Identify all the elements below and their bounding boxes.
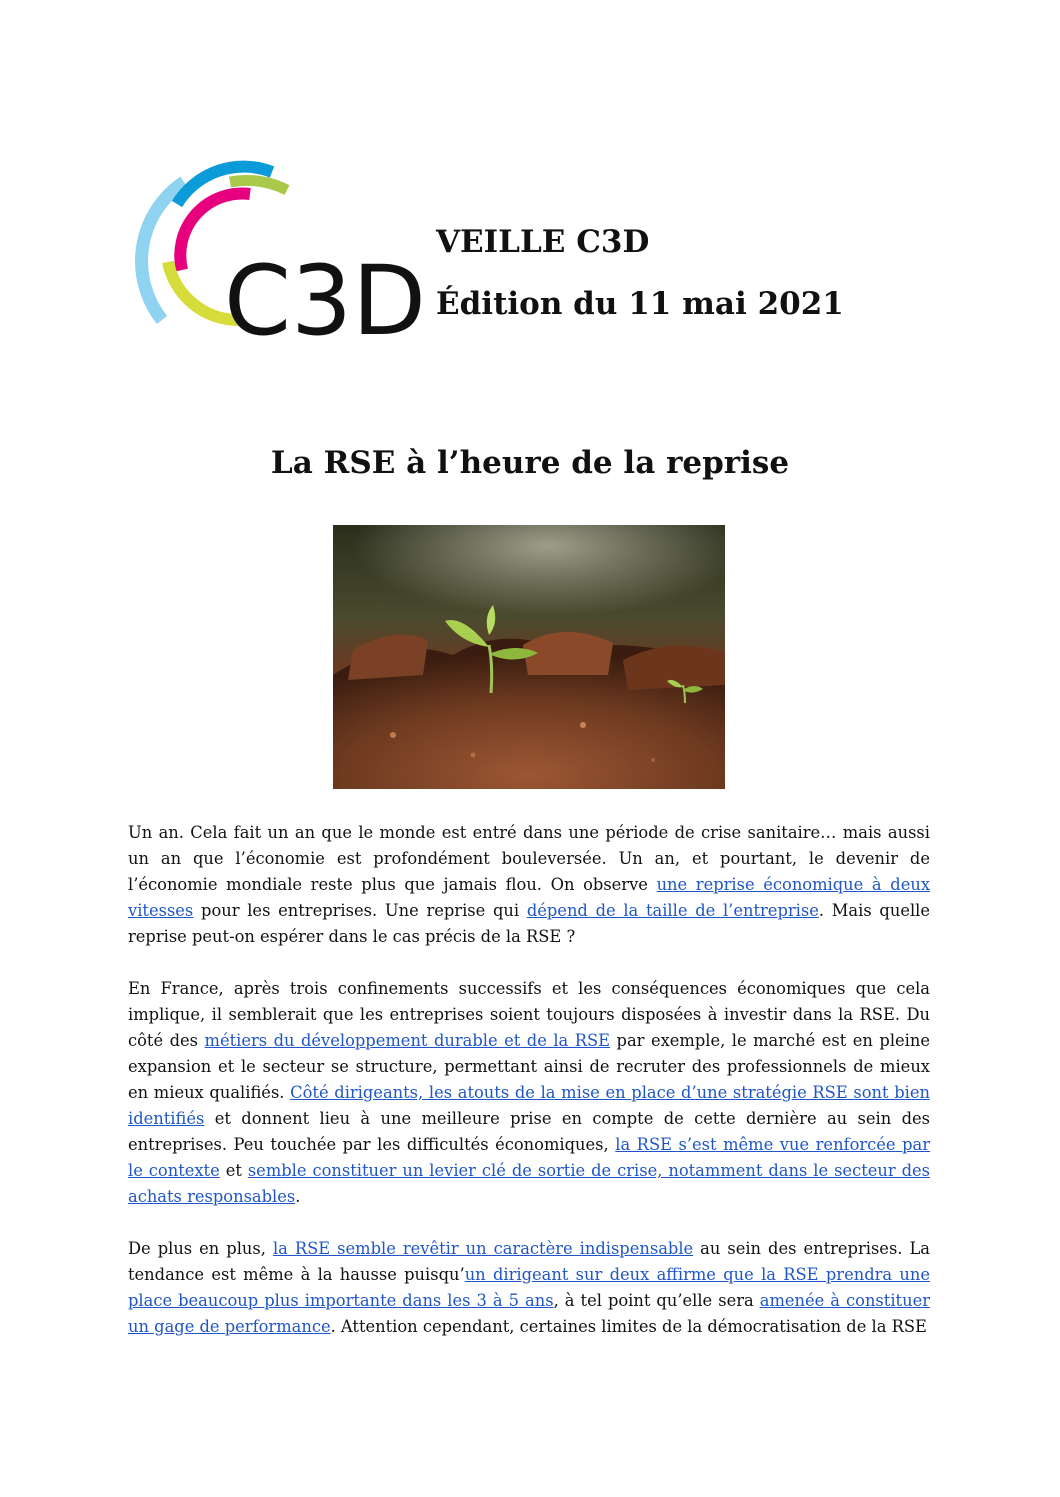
link-rse-indispensable[interactable]: la RSE semble revêtir un caractère indispensable (272, 1239, 694, 1258)
text-run: et donnent lieu à une meilleure prise en compte de cette dernière au sein des entreprises. Peu touchée par les difficultés économiques, (128, 1109, 930, 1154)
text-run: . Mais quelle reprise peut-on espérer dans le cas précis de la RSE ? (128, 901, 931, 946)
paragraph-3 (128, 1236, 930, 1340)
link-rse-renforcee[interactable]: la RSE s’est même vue renforcée par le contexte (128, 1135, 930, 1180)
logo-letters: C3D (224, 245, 427, 357)
article-body (128, 820, 930, 1366)
text-run: par exemple, le marché est en pleine expansion et le secteur se structure, permettant ainsi de recruter des professionnels de mieux en mieux qualifiés. (128, 1031, 930, 1102)
c3d-logo (132, 152, 427, 362)
text-run: et (219, 1161, 248, 1180)
text-run: pour les entreprises. Une reprise qui (193, 901, 527, 920)
text-run: Un an. Cela fait un an que le monde est entré dans une période de crise sanitaire… mais aussi un an que l’économie est profondément bouleversée. Un an, et pourtant, le devenir de l’économie mondiale reste plus que jamais flou. On observe (128, 823, 930, 894)
link-taille-entreprise[interactable]: dépend de la taille de l’entreprise (526, 901, 819, 920)
c3d-logo-graphic (132, 152, 427, 362)
text-run: , à tel point qu’elle sera (553, 1291, 760, 1310)
link-dirigeant-sur-deux[interactable]: un dirigeant sur deux affirme que la RSE prendra une place beaucoup plus importante dans les 3 à 5 ans (128, 1265, 931, 1310)
text-run: . (295, 1187, 301, 1206)
newsletter-title: VEILLE C3D (436, 224, 650, 260)
text-run: De plus en plus, (128, 1239, 273, 1258)
link-metiers-rse[interactable]: métiers du développement durable et de la RSE (204, 1031, 611, 1050)
article-title: La RSE à l’heure de la reprise (270, 445, 790, 481)
text-run: au sein des entreprises. La tendance est même à la hausse puisqu’ (128, 1239, 930, 1284)
text-run: En France, après trois confinements successifs et les conséquences économiques que cela implique, il semblerait que les entreprises soient toujours disposées à investir dans la RSE. Du côté des (128, 979, 930, 1050)
link-levier-sortie-crise[interactable]: semble constituer un levier clé de sortie de crise, notamment dans le secteur des achats responsables (128, 1161, 930, 1206)
link-gage-performance[interactable]: amenée à constituer un gage de performance (128, 1291, 930, 1336)
seedling-image (333, 525, 725, 789)
text-run: . Attention cependant, certaines limites de la démocratisation de la RSE (330, 1317, 927, 1336)
link-cote-dirigeants[interactable]: Côté dirigeants, les atouts de la mise en place d’une stratégie RSE sont bien identifiés (128, 1083, 930, 1128)
paragraph-2 (128, 976, 930, 1210)
link-reprise-deux-vitesses[interactable]: une reprise économique à deux vitesses (128, 875, 931, 920)
seedling-photo (333, 525, 725, 789)
edition-date: Édition du 11 mai 2021 (436, 286, 844, 322)
paragraph-1 (128, 820, 930, 950)
